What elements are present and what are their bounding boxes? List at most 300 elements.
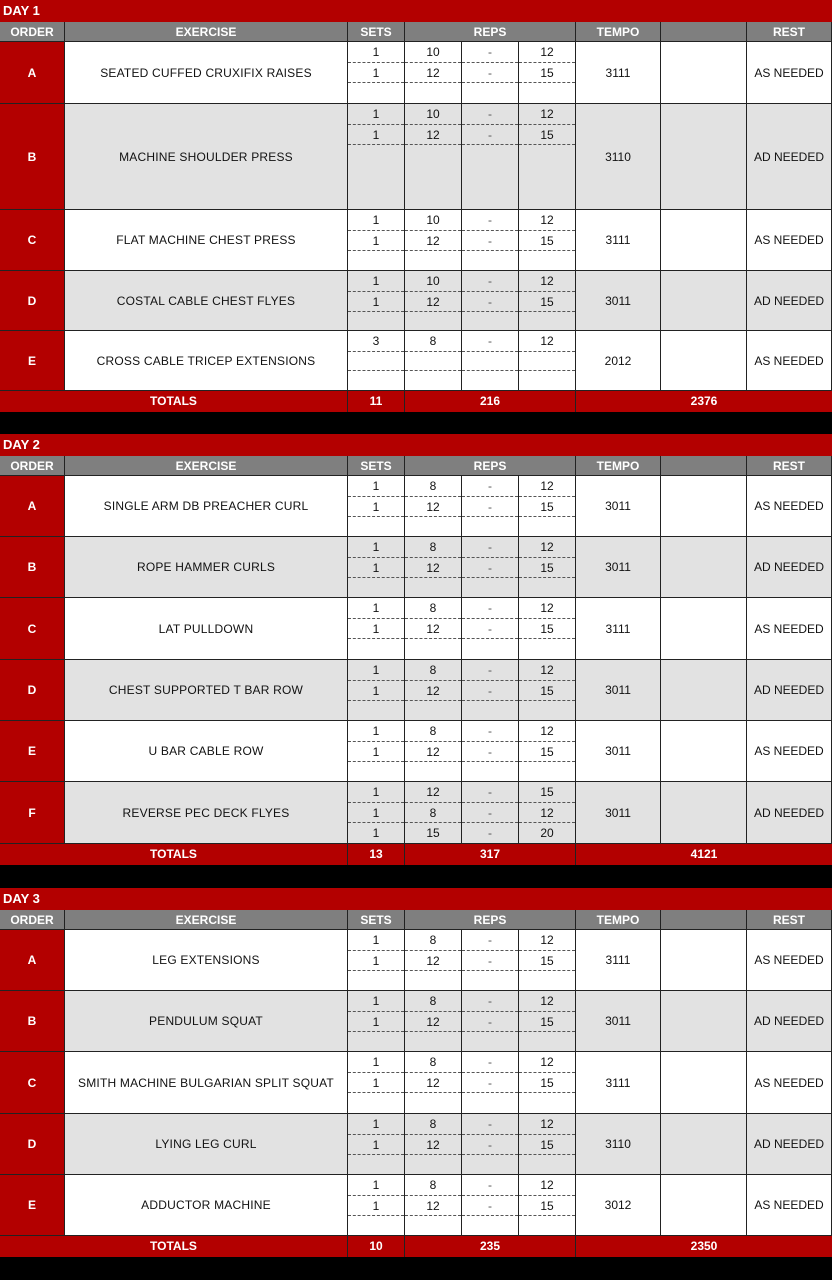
reps-high-value: 15 [519, 951, 575, 972]
totals-tempo: 4121 [576, 844, 832, 865]
reps-high-value [519, 1032, 575, 1051]
reps-high-value: 12 [519, 1175, 575, 1196]
blank-cell [661, 476, 747, 537]
sets-value [348, 1032, 404, 1051]
totals-tempo: 2376 [576, 391, 832, 412]
rest-value: AS NEEDED [747, 42, 832, 104]
reps-low-value: 12 [405, 1135, 461, 1156]
reps-low-value [405, 1032, 461, 1051]
totals-sets: 10 [348, 1236, 405, 1257]
exercise-name: MACHINE SHOULDER PRESS [65, 104, 348, 210]
totals-reps: 216 [405, 391, 576, 412]
tempo-value: 3011 [576, 476, 661, 537]
rest-value: AS NEEDED [747, 721, 832, 782]
order-label: F [0, 782, 65, 844]
header-tempo: TEMPO [576, 456, 661, 476]
reps-high-value: 15 [519, 292, 575, 313]
reps-high-value [519, 1155, 575, 1174]
header-exercise: EXERCISE [65, 456, 348, 476]
reps-dash-value [462, 1093, 518, 1113]
header-sets: SETS [348, 456, 405, 476]
reps-dash-value [462, 371, 518, 390]
header-reps: REPS [405, 456, 576, 476]
reps-high-value: 12 [519, 476, 575, 497]
reps-dash-value [462, 145, 518, 166]
reps-low-value: 10 [405, 271, 461, 292]
reps-dash-value: - [462, 619, 518, 640]
sets-value [348, 762, 404, 781]
reps-low-cell [405, 598, 462, 660]
reps-high-value: 12 [519, 1114, 575, 1135]
order-label: B [0, 537, 65, 598]
reps-dash-value: - [462, 742, 518, 763]
header-tempo: TEMPO [576, 22, 661, 42]
tempo-value: 3011 [576, 721, 661, 782]
reps-high-cell [519, 991, 576, 1052]
reps-low-value: 12 [405, 782, 461, 803]
reps-low-value [405, 1093, 461, 1113]
totals-reps: 317 [405, 844, 576, 865]
sets-value: 1 [348, 1175, 404, 1196]
order-label: B [0, 104, 65, 210]
header-rest: REST [747, 22, 832, 42]
sets-value: 1 [348, 619, 404, 640]
reps-high-value: 12 [519, 803, 575, 824]
reps-low-cell [405, 537, 462, 598]
order-label: C [0, 598, 65, 660]
exercise-name: SINGLE ARM DB PREACHER CURL [65, 476, 348, 537]
reps-dash-value: - [462, 598, 518, 619]
reps-low-value: 8 [405, 598, 461, 619]
sets-value: 3 [348, 331, 404, 352]
rest-value: AS NEEDED [747, 930, 832, 991]
reps-high-value: 15 [519, 619, 575, 640]
header-rest: REST [747, 910, 832, 930]
reps-low-cell [405, 210, 462, 271]
header-rest: REST [747, 456, 832, 476]
reps-dash-value: - [462, 930, 518, 951]
reps-high-value: 15 [519, 1073, 575, 1094]
rest-value: AD NEEDED [747, 271, 832, 331]
reps-dash-value: - [462, 331, 518, 352]
reps-low-value: 8 [405, 930, 461, 951]
day-section [0, 0, 832, 412]
reps-high-value [519, 578, 575, 597]
reps-high-value [519, 352, 575, 371]
reps-high-cell [519, 598, 576, 660]
reps-low-value [405, 762, 461, 781]
blank-cell [661, 660, 747, 721]
reps-high-value: 12 [519, 42, 575, 63]
tempo-value: 3110 [576, 104, 661, 210]
rest-value: AS NEEDED [747, 476, 832, 537]
sets-value: 1 [348, 497, 404, 518]
reps-dash-value: - [462, 42, 518, 63]
workout-table [0, 456, 832, 865]
reps-dash-value [462, 352, 518, 371]
rest-value: AD NEEDED [747, 660, 832, 721]
reps-dash-value: - [462, 125, 518, 146]
reps-high-value: 12 [519, 598, 575, 619]
reps-high-value [519, 762, 575, 781]
reps-low-cell [405, 476, 462, 537]
reps-high-value: 12 [519, 104, 575, 125]
reps-high-value: 12 [519, 1052, 575, 1073]
totals-label: TOTALS [0, 391, 348, 412]
reps-dash-value: - [462, 991, 518, 1012]
reps-high-value: 20 [540, 826, 554, 840]
rest-value: AS NEEDED [747, 598, 832, 660]
reps-dash-value: - [462, 1114, 518, 1135]
order-label: D [0, 271, 65, 331]
reps-low-value [405, 1155, 461, 1174]
reps-dash-value: - [462, 497, 518, 518]
reps-low-value: 12 [405, 63, 461, 84]
reps-dash-value: - [462, 104, 518, 125]
sets-cell [348, 271, 405, 331]
reps-low-cell [405, 271, 462, 331]
reps-high-cell [519, 721, 576, 782]
reps-dash-value [462, 251, 518, 270]
sets-cell [348, 42, 405, 104]
reps-low-value: 12 [405, 619, 461, 640]
sets-value [348, 701, 404, 720]
reps-low-value: 8 [405, 721, 461, 742]
reps-low-value: 15 [426, 826, 440, 840]
reps-high-cell [519, 331, 576, 391]
reps-high-value: 15 [519, 558, 575, 579]
header-blank [661, 22, 747, 42]
sets-value: 1 [348, 1196, 404, 1217]
totals-tempo: 2350 [576, 1236, 832, 1257]
sets-value: 1 [348, 1114, 404, 1135]
reps-dash-value: - [462, 1052, 518, 1073]
reps-low-value [405, 701, 461, 720]
sets-value [348, 251, 404, 270]
sets-cell [348, 991, 405, 1052]
reps-high-value: 15 [519, 1196, 575, 1217]
order-label: E [0, 331, 65, 391]
reps-low-value [405, 83, 461, 103]
tempo-value: 3011 [576, 271, 661, 331]
rest-value: AD NEEDED [747, 537, 832, 598]
reps-dash-value: - [462, 660, 518, 681]
exercise-name: PENDULUM SQUAT [65, 991, 348, 1052]
blank-cell [661, 782, 747, 844]
reps-dash-value [462, 83, 518, 103]
header-exercise: EXERCISE [65, 22, 348, 42]
sets-cell [348, 210, 405, 271]
reps-dash-cell [462, 598, 519, 660]
header-tempo: TEMPO [576, 910, 661, 930]
sets-cell [348, 537, 405, 598]
sets-value [348, 312, 404, 330]
reps-dash-value: - [462, 782, 518, 803]
reps-high-value: 15 [519, 63, 575, 84]
sets-value: 1 [348, 598, 404, 619]
reps-low-value [405, 312, 461, 330]
sets-value: 1 [348, 930, 404, 951]
totals-label: TOTALS [0, 844, 348, 865]
reps-high-cell [519, 476, 576, 537]
reps-low-value: 12 [405, 558, 461, 579]
rest-value: AS NEEDED [747, 1175, 832, 1236]
reps-dash-value [462, 312, 518, 330]
reps-high-cell [519, 1175, 576, 1236]
totals-sets: 13 [348, 844, 405, 865]
day-title: DAY 2 [0, 434, 832, 456]
exercise-name: CHEST SUPPORTED T BAR ROW [65, 660, 348, 721]
sets-value: 1 [348, 803, 404, 824]
tempo-value: 3011 [576, 537, 661, 598]
sets-value: 1 [348, 1135, 404, 1156]
reps-high-cell [519, 1052, 576, 1114]
sets-value: 1 [348, 660, 404, 681]
rest-value: AD NEEDED [747, 782, 832, 844]
reps-dash-cell [462, 991, 519, 1052]
reps-high-value: 12 [519, 537, 575, 558]
tempo-value: 3011 [576, 991, 661, 1052]
order-label: C [0, 210, 65, 271]
reps-low-value: 12 [405, 231, 461, 252]
reps-low-value: 12 [405, 1012, 461, 1033]
reps-high-cell [519, 210, 576, 271]
exercise-name: COSTAL CABLE CHEST FLYES [65, 271, 348, 331]
reps-low-value: 12 [405, 742, 461, 763]
reps-low-cell [405, 1175, 462, 1236]
reps-dash-value: - [462, 1175, 518, 1196]
reps-high-value: 15 [519, 681, 575, 702]
sets-cell [348, 660, 405, 721]
reps-low-value: 8 [405, 1052, 461, 1073]
sets-value: 1 [348, 782, 404, 803]
sets-cell [348, 782, 405, 844]
reps-low-value: 8 [405, 1114, 461, 1135]
reps-dash-value: - [462, 63, 518, 84]
day-title: DAY 1 [0, 0, 832, 22]
header-exercise: EXERCISE [65, 910, 348, 930]
reps-dash-value: - [462, 537, 518, 558]
reps-high-value: 15 [519, 497, 575, 518]
order-label: C [0, 1052, 65, 1114]
reps-low-value [405, 517, 461, 536]
reps-dash-cell [462, 1175, 519, 1236]
reps-low-value: 8 [405, 991, 461, 1012]
tempo-value: 3111 [576, 210, 661, 271]
header-order: ORDER [0, 910, 65, 930]
sets-value: 1 [348, 951, 404, 972]
reps-low-value [405, 251, 461, 270]
reps-dash-value [462, 1155, 518, 1174]
tempo-value: 3111 [576, 1052, 661, 1114]
reps-dash-value: - [462, 476, 518, 497]
sets-value [348, 971, 404, 990]
reps-high-value: 15 [519, 231, 575, 252]
reps-high-value: 12 [519, 930, 575, 951]
sets-value [348, 352, 404, 371]
reps-high-value: 12 [519, 331, 575, 352]
reps-dash-value: - [462, 1073, 518, 1094]
tempo-value: 3111 [576, 930, 661, 991]
sets-value: 1 [348, 63, 404, 84]
header-reps: REPS [405, 910, 576, 930]
order-label: A [0, 476, 65, 537]
totals-label: TOTALS [0, 1236, 348, 1257]
reps-dash-value: - [462, 292, 518, 313]
reps-high-value [519, 145, 575, 166]
reps-high-value [519, 371, 575, 390]
sets-value: 1 [348, 271, 404, 292]
sets-cell [348, 104, 405, 210]
reps-dash-value: - [462, 558, 518, 579]
order-label: D [0, 660, 65, 721]
reps-low-value: 8 [405, 660, 461, 681]
blank-cell [661, 271, 747, 331]
sets-cell [348, 1114, 405, 1175]
reps-low-cell [405, 991, 462, 1052]
reps-dash-value [462, 517, 518, 536]
reps-low-cell [405, 1114, 462, 1175]
workout-table [0, 22, 832, 412]
reps-high-value [519, 1216, 575, 1235]
reps-high-value: 15 [519, 125, 575, 146]
rest-value: AS NEEDED [747, 331, 832, 391]
reps-dash-value: - [462, 1012, 518, 1033]
reps-dash-cell [462, 1114, 519, 1175]
sets-cell [348, 1175, 405, 1236]
reps-high-value: 15 [519, 742, 575, 763]
day-title: DAY 3 [0, 888, 832, 910]
sets-value [348, 517, 404, 536]
reps-high-cell [519, 660, 576, 721]
reps-high-value [519, 1093, 575, 1113]
order-label: E [0, 1175, 65, 1236]
reps-high-value [519, 312, 575, 330]
reps-low-value: 8 [405, 803, 461, 824]
tempo-value: 3110 [576, 1114, 661, 1175]
header-order: ORDER [0, 456, 65, 476]
reps-low-value: 12 [405, 125, 461, 146]
sets-value: 1 [372, 826, 380, 840]
sets-cell [348, 721, 405, 782]
sets-value [348, 639, 404, 659]
sets-cell [348, 930, 405, 991]
exercise-name: ADDUCTOR MACHINE [65, 1175, 348, 1236]
reps-low-value: 10 [405, 42, 461, 63]
exercise-name: SEATED CUFFED CRUXIFIX RAISES [65, 42, 348, 104]
day-section [0, 888, 832, 1257]
reps-dash-cell [462, 42, 519, 104]
reps-dash-value [462, 1032, 518, 1051]
reps-dash-cell [462, 782, 519, 844]
reps-low-value: 12 [405, 292, 461, 313]
blank-cell [661, 1114, 747, 1175]
sets-cell [348, 1052, 405, 1114]
sets-value [348, 371, 404, 390]
sets-value [348, 1093, 404, 1113]
reps-low-cell [405, 331, 462, 391]
reps-dash-cell [462, 476, 519, 537]
blank-cell [661, 1052, 747, 1114]
exercise-name: LYING LEG CURL [65, 1114, 348, 1175]
tempo-value: 2012 [576, 331, 661, 391]
reps-high-cell [519, 537, 576, 598]
header-sets: SETS [348, 910, 405, 930]
reps-high-cell [519, 271, 576, 331]
rest-value: AD NEEDED [747, 104, 832, 210]
reps-low-value: 12 [405, 497, 461, 518]
sets-value [348, 83, 404, 103]
reps-dash-value: - [462, 231, 518, 252]
sets-value: 1 [348, 1012, 404, 1033]
reps-low-value: 12 [405, 1196, 461, 1217]
reps-low-value [405, 352, 461, 371]
exercise-name: ROPE HAMMER CURLS [65, 537, 348, 598]
reps-high-value [519, 251, 575, 270]
reps-dash-value: - [462, 951, 518, 972]
tempo-value: 3111 [576, 598, 661, 660]
totals-reps: 235 [405, 1236, 576, 1257]
blank-cell [661, 1175, 747, 1236]
reps-low-value [405, 971, 461, 990]
sets-value: 1 [348, 681, 404, 702]
reps-dash-value [462, 971, 518, 990]
reps-high-value: 12 [519, 210, 575, 231]
order-label: B [0, 991, 65, 1052]
reps-high-cell [519, 104, 576, 210]
reps-high-cell [519, 782, 576, 844]
reps-dash-cell [462, 660, 519, 721]
reps-dash-value [462, 1216, 518, 1235]
reps-dash-cell [462, 537, 519, 598]
reps-low-cell [405, 660, 462, 721]
tempo-value: 3011 [576, 660, 661, 721]
reps-dash-value: - [462, 803, 518, 824]
reps-high-cell [519, 930, 576, 991]
sets-value: 1 [348, 1073, 404, 1094]
exercise-name: REVERSE PEC DECK FLYES [65, 782, 348, 844]
reps-low-value [405, 578, 461, 597]
reps-dash-value [462, 578, 518, 597]
blank-cell [661, 331, 747, 391]
reps-low-value [405, 371, 461, 390]
reps-high-value [519, 83, 575, 103]
sets-value: 1 [348, 537, 404, 558]
reps-dash-value: - [462, 210, 518, 231]
reps-high-cell [519, 1114, 576, 1175]
reps-dash-cell [462, 210, 519, 271]
sets-value: 1 [348, 742, 404, 763]
reps-dash-cell [462, 331, 519, 391]
reps-dash-value: - [462, 721, 518, 742]
exercise-name: CROSS CABLE TRICEP EXTENSIONS [65, 331, 348, 391]
reps-low-cell [405, 930, 462, 991]
reps-high-value: 12 [519, 271, 575, 292]
sets-value: 1 [348, 104, 404, 125]
blank-cell [661, 210, 747, 271]
reps-low-value: 10 [405, 104, 461, 125]
sets-value: 1 [348, 721, 404, 742]
exercise-name: LAT PULLDOWN [65, 598, 348, 660]
rest-value: AD NEEDED [747, 991, 832, 1052]
sets-value [348, 145, 404, 166]
reps-dash-value: - [462, 1135, 518, 1156]
rest-value: AD NEEDED [747, 1114, 832, 1175]
sets-value: 1 [348, 125, 404, 146]
reps-high-value: 12 [519, 991, 575, 1012]
sets-value: 1 [348, 231, 404, 252]
rest-value: AS NEEDED [747, 210, 832, 271]
